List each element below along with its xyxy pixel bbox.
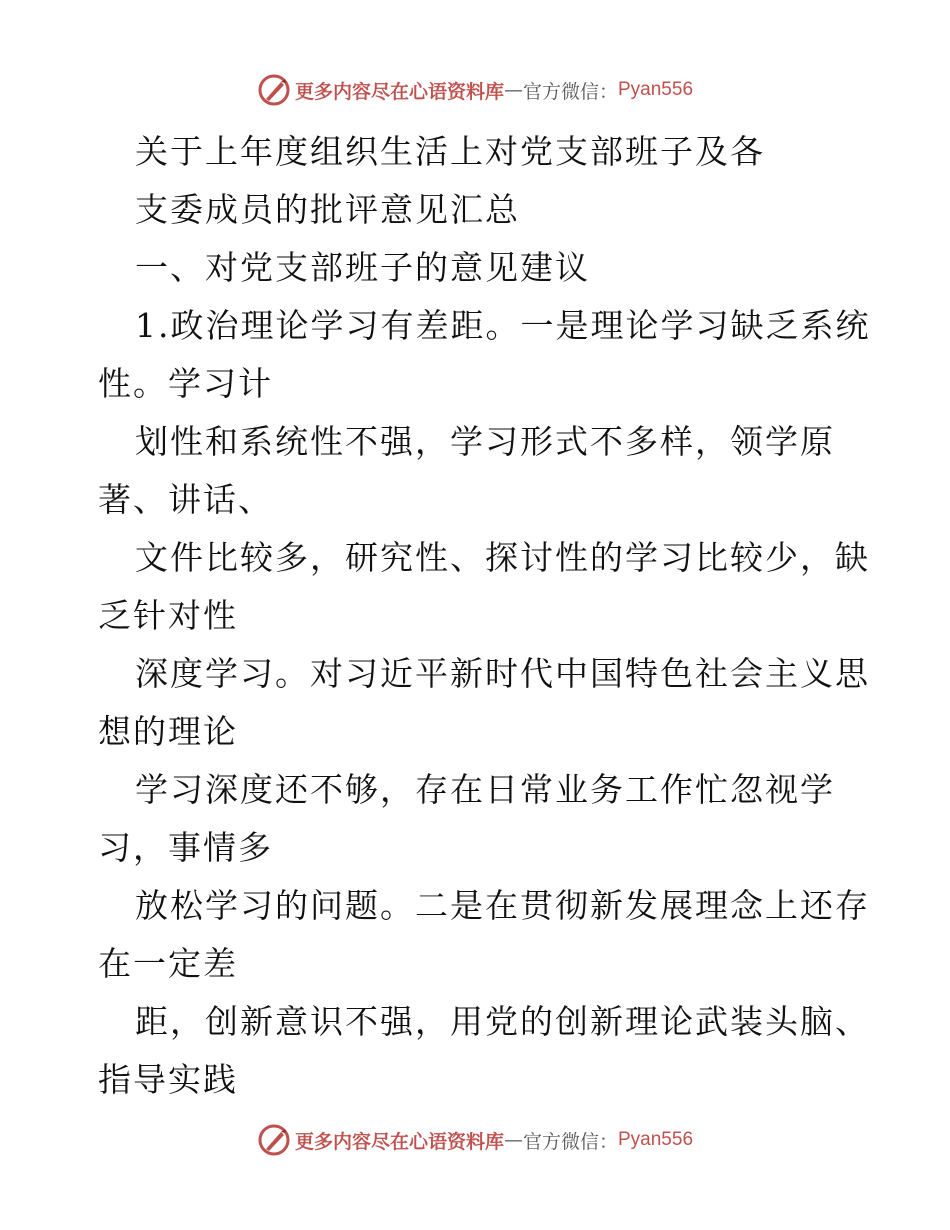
watermark-wechat-id: Pyan556 (618, 1129, 694, 1150)
document-title-line-2: 支委成员的批评意见汇总 (135, 190, 520, 229)
quill-pen-circle-icon (257, 73, 291, 107)
paragraph-line: 放松学习的问题。二是在贯彻新发展理念上还存 (135, 886, 870, 925)
paragraph-line: 文件比较多，研究性、探讨性的学习比较少，缺 (135, 538, 870, 577)
watermark-main-text: 更多内容尽在心语资料库 (294, 1130, 504, 1153)
paragraph-line: 习，事情多 (98, 828, 273, 867)
watermark-sub-text: 官方微信： (522, 1130, 618, 1153)
watermark-dash: — (503, 1129, 523, 1151)
paragraph-line: 划性和系统性不强，学习形式不多样，领学原 (135, 422, 835, 461)
paragraph-line: 学习深度还不够，存在日常业务工作忙忽视学 (135, 770, 835, 809)
paragraph-line: 1.政治理论学习有差距。一是理论学习缺乏系统 (135, 306, 871, 345)
paragraph-line: 在一定差 (98, 944, 238, 983)
quill-pen-circle-icon (257, 1123, 291, 1157)
document-title-line-1: 关于上年度组织生活上对党支部班子及各 (135, 132, 765, 171)
section-heading: 一、对党支部班子的意见建议 (135, 248, 590, 287)
paragraph-line: 性。学习计 (98, 364, 273, 403)
paragraph-line: 指导实践 (98, 1060, 238, 1099)
watermark-wechat-id: Pyan556 (618, 79, 694, 100)
watermark-footer (0, 1120, 950, 1160)
paragraph-line: 乏针对性 (98, 596, 238, 635)
paragraph-line: 距，创新意识不强，用党的创新理论武装头脑、 (135, 1002, 870, 1041)
watermark-header (0, 70, 950, 110)
paragraph-line: 想的理论 (98, 712, 238, 751)
paragraph-line: 著、讲话、 (98, 480, 273, 519)
watermark-sub-text: 官方微信： (522, 80, 618, 103)
watermark-dash: — (503, 79, 523, 101)
watermark-main-text: 更多内容尽在心语资料库 (294, 80, 504, 103)
paragraph-line: 深度学习。对习近平新时代中国特色社会主义思 (135, 654, 870, 693)
